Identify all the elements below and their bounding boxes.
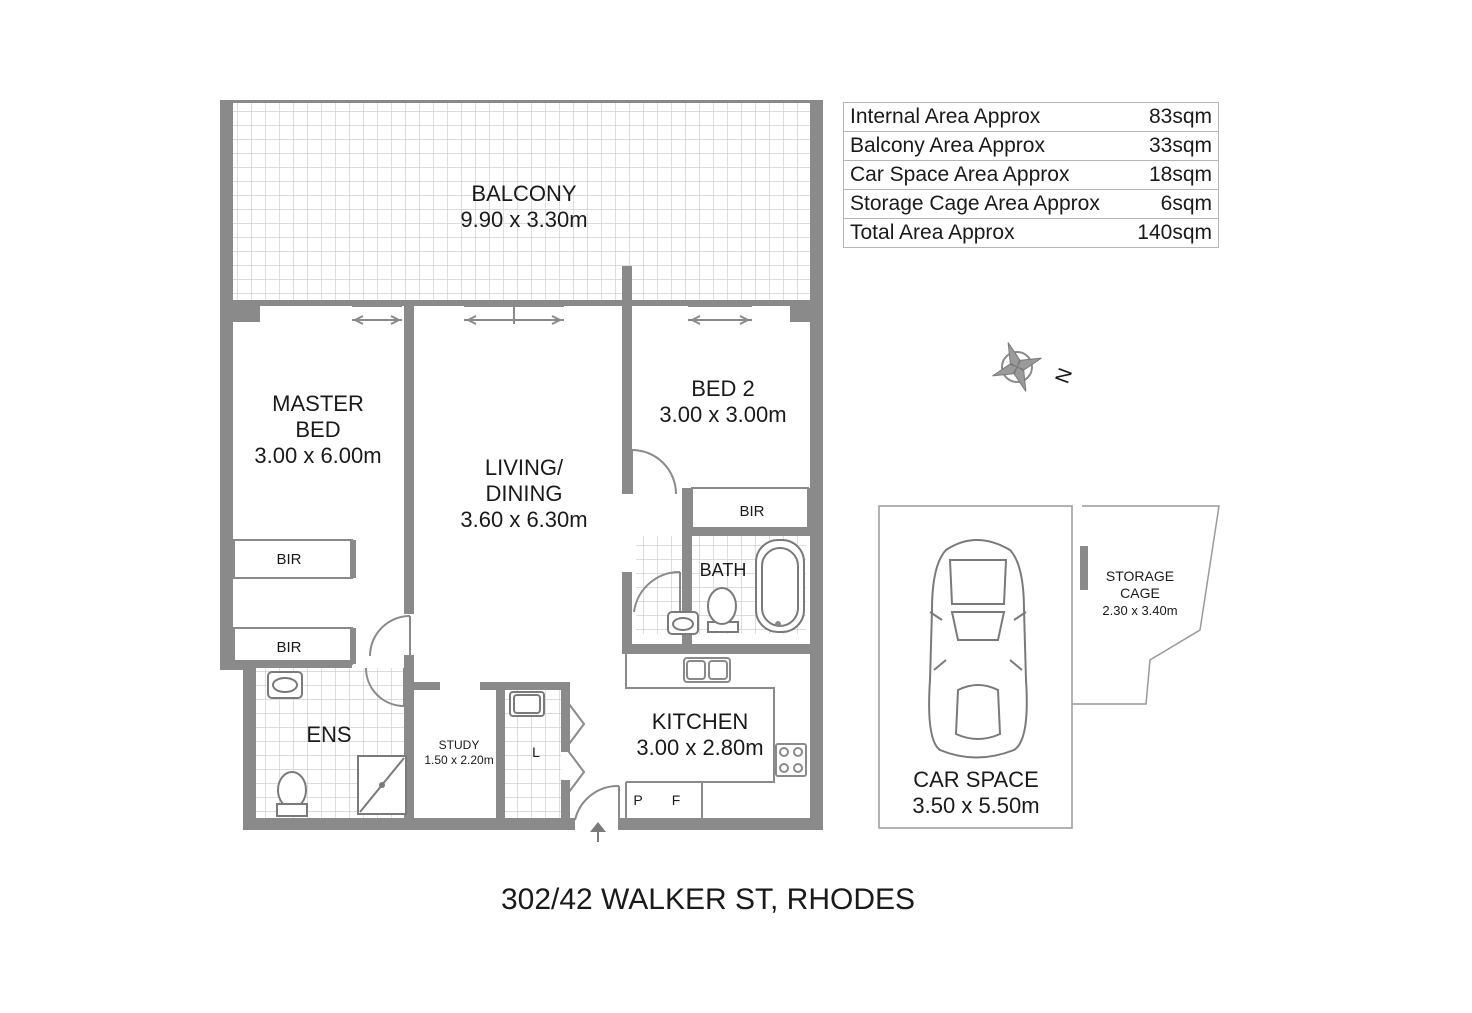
- area-label: Storage Cage Area Approx: [844, 190, 1125, 219]
- living-name-2: DINING: [485, 481, 563, 506]
- bath-name: BATH: [699, 560, 747, 580]
- compass-icon: [984, 334, 1051, 401]
- study-name: STUDY: [438, 738, 480, 752]
- living-name-1: LIVING/: [484, 455, 564, 480]
- area-label: Balcony Area Approx: [844, 132, 1125, 161]
- master-name-1: MASTER: [272, 391, 364, 416]
- balcony-name: BALCONY: [471, 181, 577, 206]
- ens-name: ENS: [306, 722, 352, 747]
- fridge-label: F: [671, 792, 681, 808]
- master-name-2: BED: [295, 417, 341, 442]
- area-label: Internal Area Approx: [844, 103, 1125, 132]
- area-row: [844, 132, 1219, 161]
- bir-master-1: BIR: [276, 551, 302, 568]
- pantry-label: P: [633, 792, 643, 808]
- balcony-size: 9.90 x 3.30m: [460, 207, 588, 232]
- bed2-name: BED 2: [691, 376, 755, 401]
- kitchen-name: KITCHEN: [651, 709, 749, 734]
- storage-size: 2.30 x 3.40m: [1102, 603, 1178, 618]
- area-label: Car Space Area Approx: [844, 161, 1125, 190]
- laundry-name: L: [532, 744, 540, 760]
- area-row: [844, 103, 1219, 132]
- area-value: 18sqm: [1125, 161, 1219, 190]
- kitchen-size: 3.00 x 2.80m: [636, 735, 764, 760]
- area-value: 83sqm: [1125, 103, 1219, 132]
- master-size: 3.00 x 6.00m: [254, 443, 382, 468]
- car-size: 3.50 x 5.50m: [912, 793, 1040, 818]
- bed2-size: 3.00 x 3.00m: [659, 402, 787, 427]
- area-value: 33sqm: [1125, 132, 1219, 161]
- area-value: 140sqm: [1125, 219, 1219, 248]
- car-icon: [929, 540, 1027, 758]
- study-size: 1.50 x 2.20m: [424, 753, 494, 767]
- entrance-arrow-icon: [590, 822, 606, 842]
- storage-name-2: CAGE: [1120, 585, 1160, 601]
- area-row: [844, 161, 1219, 190]
- area-row: [844, 190, 1219, 219]
- area-row: [844, 219, 1219, 248]
- bir-bed2: BIR: [739, 503, 765, 520]
- area-label: Total Area Approx: [844, 219, 1125, 248]
- north-label: N: [1051, 365, 1078, 387]
- storage-name-1: STORAGE: [1105, 568, 1175, 584]
- car-name: CAR SPACE: [913, 767, 1039, 792]
- living-size: 3.60 x 6.30m: [460, 507, 588, 532]
- area-value: 6sqm: [1125, 190, 1219, 219]
- property-address: 302/42 WALKER ST, RHODES: [500, 883, 916, 916]
- bir-master-2: BIR: [276, 639, 302, 656]
- area-table: [843, 102, 1219, 248]
